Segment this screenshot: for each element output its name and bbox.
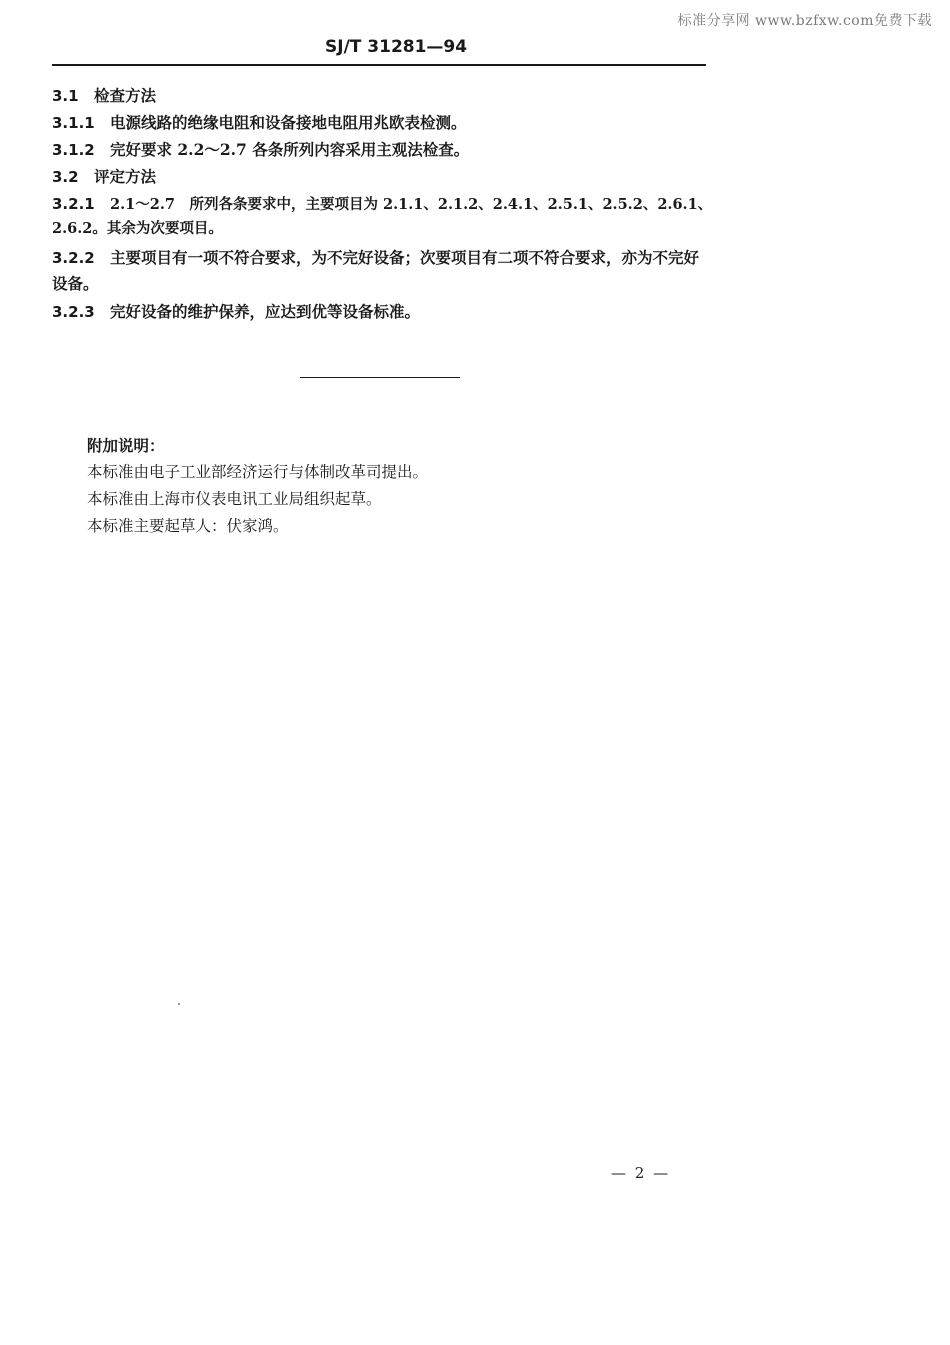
section-number: 3.1.2 [52, 141, 95, 159]
section-number: 3.2.3 [52, 303, 95, 321]
section-number: 3.2.1 [52, 195, 95, 213]
section-text: 设备。 [52, 274, 99, 293]
note-line: 本标准由上海市仪表电讯工业局组织起草。 [87, 490, 382, 508]
section-3-1 [52, 86, 156, 106]
scan-speck [178, 1003, 180, 1005]
section-text: 评定方法 [94, 167, 157, 186]
section-3-2-2-cont [52, 274, 99, 294]
notes-heading: 附加说明： [87, 436, 165, 455]
page-number: — 2 — [611, 1164, 671, 1182]
note-line: 本标准主要起草人：伏家鸿。 [87, 517, 289, 535]
section-number: 3.2 [52, 168, 79, 186]
section-3-1-2 [52, 140, 469, 160]
section-text: 完好要求 2.2～2.7 各条所列内容采用主观法检查。 [110, 140, 470, 159]
watermark-text: 标准分享网 www.bzfxw.com免费下载 [677, 13, 932, 29]
section-3-2-1-cont [52, 219, 223, 239]
section-3-2-3 [52, 302, 420, 322]
note-line: 本标准由电子工业部经济运行与体制改革司提出。 [87, 463, 429, 481]
section-number: 3.1 [52, 87, 79, 105]
section-text: 完好设备的维护保养，应达到优等设备标准。 [110, 302, 421, 321]
section-3-2-1 [52, 194, 712, 215]
section-text: 电源线路的绝缘电阻和设备接地电阻用兆欧表检测。 [110, 113, 467, 132]
section-number: 3.2.2 [52, 249, 95, 267]
section-text: 检查方法 [94, 86, 157, 105]
standard-code: SJ/T 31281—94 [325, 37, 468, 57]
section-text: 主要项目有一项不符合要求，为不完好设备；次要项目有二项不符合要求，亦为不完好 [110, 248, 700, 267]
section-3-1-1 [52, 113, 467, 133]
section-3-2-2 [52, 248, 699, 268]
end-divider [300, 377, 460, 378]
header-divider [52, 64, 706, 66]
section-text: 2.1～2.7 所列各条要求中，主要项目为 2.1.1、2.1.2、2.4.1、2.5.1、2.5.2、2.6.1、 [110, 196, 713, 213]
section-number: 3.1.1 [52, 114, 95, 132]
section-text: 2.6.2。其余为次要项目。 [52, 220, 223, 237]
section-3-2 [52, 167, 156, 187]
